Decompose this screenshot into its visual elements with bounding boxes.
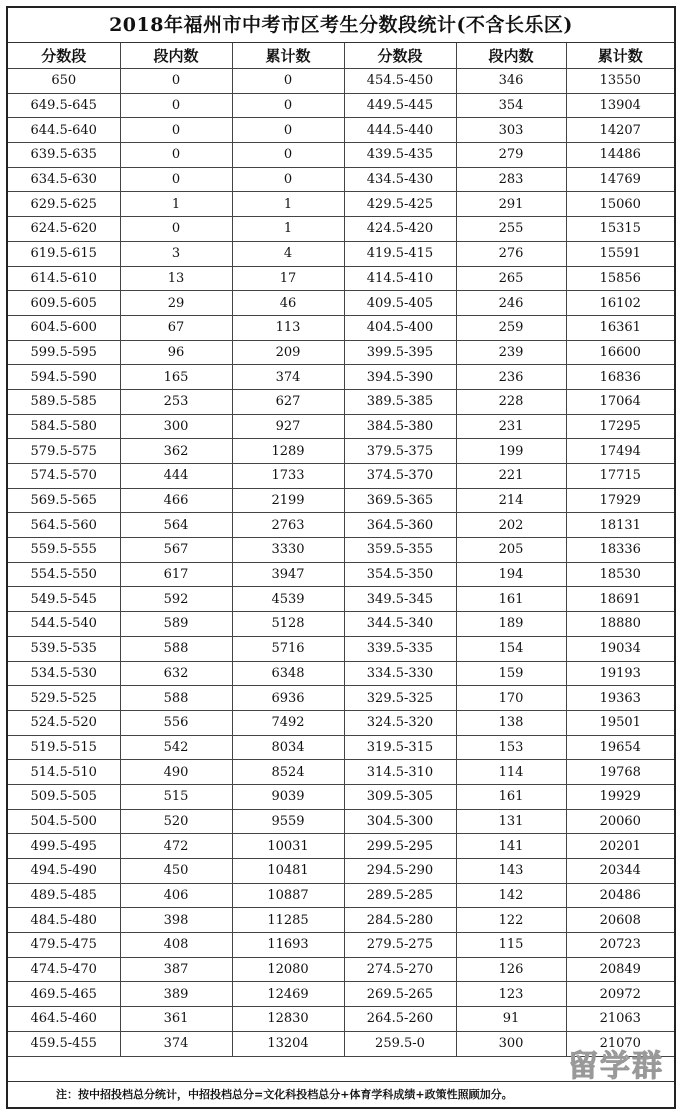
cell-cumulative-left: 7492 [232, 710, 344, 735]
cell-cumulative-left: 2199 [232, 488, 344, 513]
cell-count-left: 13 [120, 266, 232, 291]
cell-count-left: 515 [120, 784, 232, 809]
cell-score-range-left: 559.5-555 [8, 538, 120, 563]
cell-score-range-left: 544.5-540 [8, 612, 120, 637]
cell-score-range-right: 329.5-325 [344, 686, 456, 711]
cell-cumulative-right: 15856 [566, 266, 674, 291]
cell-count-left: 472 [120, 834, 232, 859]
cell-count-right: 265 [456, 266, 566, 291]
watermark-logo: 留学群 [568, 1049, 664, 1084]
cell-cumulative-right: 14769 [566, 167, 674, 192]
cell-count-left: 588 [120, 636, 232, 661]
cell-count-right: 91 [456, 1007, 566, 1032]
cell-count-left: 3 [120, 241, 232, 266]
cell-score-range-right: 314.5-310 [344, 760, 456, 785]
table-row [8, 315, 674, 340]
footnote: 注：按中招投档总分统计，中招投档总分=文化科投档总分+体育学科成绩+政策性照顾加分。 [8, 1081, 674, 1107]
table-row [8, 69, 674, 94]
cell-cumulative-right: 18880 [566, 612, 674, 637]
table-row [8, 735, 674, 760]
cell-count-left: 490 [120, 760, 232, 785]
cell-score-range-right: 414.5-410 [344, 266, 456, 291]
cell-score-range-right: 319.5-315 [344, 735, 456, 760]
cell-cumulative-right: 18336 [566, 538, 674, 563]
cell-cumulative-left: 6936 [232, 686, 344, 711]
cell-count-right: 259 [456, 315, 566, 340]
table-row [8, 612, 674, 637]
cell-cumulative-right: 20972 [566, 982, 674, 1007]
table-row [8, 587, 674, 612]
cell-count-left: 0 [120, 69, 232, 94]
table-row [8, 291, 674, 316]
cell-score-range-left: 650 [8, 69, 120, 94]
table-row [8, 464, 674, 489]
cell-count-left: 589 [120, 612, 232, 637]
cell-score-range-left: 574.5-570 [8, 464, 120, 489]
cell-count-right: 228 [456, 389, 566, 414]
cell-cumulative-right: 17064 [566, 389, 674, 414]
cell-score-range-right: 274.5-270 [344, 957, 456, 982]
cell-count-right: 214 [456, 488, 566, 513]
cell-count-right: 276 [456, 241, 566, 266]
cell-score-range-left: 504.5-500 [8, 809, 120, 834]
table-row [8, 982, 674, 1007]
cell-score-range-right: 359.5-355 [344, 538, 456, 563]
cell-count-left: 300 [120, 414, 232, 439]
table-row [8, 957, 674, 982]
table-row [8, 834, 674, 859]
cell-cumulative-right: 17929 [566, 488, 674, 513]
cell-count-left: 1 [120, 192, 232, 217]
cell-count-left: 632 [120, 661, 232, 686]
cell-score-range-right: 409.5-405 [344, 291, 456, 316]
cell-cumulative-left: 17 [232, 266, 344, 291]
cell-cumulative-left: 3947 [232, 562, 344, 587]
table-row [8, 1007, 674, 1032]
cell-cumulative-left: 627 [232, 389, 344, 414]
cell-count-right: 131 [456, 809, 566, 834]
cell-score-range-right: 324.5-320 [344, 710, 456, 735]
cell-count-left: 0 [120, 93, 232, 118]
header-cumulative-right: 累计数 [566, 43, 674, 69]
cell-cumulative-right: 15591 [566, 241, 674, 266]
cell-count-left: 406 [120, 883, 232, 908]
cell-score-range-left: 499.5-495 [8, 834, 120, 859]
cell-score-range-right: 349.5-345 [344, 587, 456, 612]
cell-cumulative-right: 20723 [566, 933, 674, 958]
cell-score-range-left: 594.5-590 [8, 365, 120, 390]
cell-cumulative-right: 16102 [566, 291, 674, 316]
cell-count-left: 542 [120, 735, 232, 760]
cell-score-range-left: 539.5-535 [8, 636, 120, 661]
header-score-range-left: 分数段 [8, 43, 120, 69]
cell-score-range-left: 519.5-515 [8, 735, 120, 760]
cell-count-right: 205 [456, 538, 566, 563]
cell-cumulative-left: 1289 [232, 439, 344, 464]
cell-count-left: 387 [120, 957, 232, 982]
cell-count-left: 466 [120, 488, 232, 513]
cell-cumulative-right: 13904 [566, 93, 674, 118]
cell-score-range-right: 379.5-375 [344, 439, 456, 464]
table-row [8, 562, 674, 587]
cell-count-left: 362 [120, 439, 232, 464]
cell-cumulative-left: 5716 [232, 636, 344, 661]
cell-count-right: 236 [456, 365, 566, 390]
cell-count-right: 161 [456, 587, 566, 612]
cell-count-left: 617 [120, 562, 232, 587]
cell-score-range-right: 294.5-290 [344, 859, 456, 884]
cell-cumulative-left: 8524 [232, 760, 344, 785]
cell-count-right: 346 [456, 69, 566, 94]
cell-count-left: 361 [120, 1007, 232, 1032]
cell-cumulative-right: 18691 [566, 587, 674, 612]
cell-score-range-left: 624.5-620 [8, 217, 120, 242]
cell-cumulative-left: 374 [232, 365, 344, 390]
header-score-range-right: 分数段 [344, 43, 456, 69]
cell-count-left: 374 [120, 1031, 232, 1056]
cell-score-range-left: 459.5-455 [8, 1031, 120, 1056]
cell-score-range-left: 579.5-575 [8, 439, 120, 464]
cell-count-right: 255 [456, 217, 566, 242]
cell-count-right: 138 [456, 710, 566, 735]
table-row [8, 538, 674, 563]
header-count-left: 段内数 [120, 43, 232, 69]
cell-cumulative-right: 13550 [566, 69, 674, 94]
cell-count-right: 170 [456, 686, 566, 711]
cell-cumulative-left: 2763 [232, 513, 344, 538]
cell-count-left: 0 [120, 167, 232, 192]
cell-count-left: 0 [120, 118, 232, 143]
cell-cumulative-left: 12469 [232, 982, 344, 1007]
cell-count-right: 122 [456, 908, 566, 933]
cell-cumulative-right: 20060 [566, 809, 674, 834]
cell-cumulative-left: 12830 [232, 1007, 344, 1032]
cell-count-right: 199 [456, 439, 566, 464]
cell-score-range-right: 439.5-435 [344, 143, 456, 168]
cell-count-right: 239 [456, 340, 566, 365]
score-distribution-table [8, 43, 674, 1057]
cell-score-range-left: 464.5-460 [8, 1007, 120, 1032]
cell-count-left: 564 [120, 513, 232, 538]
header-count-right: 段内数 [456, 43, 566, 69]
cell-cumulative-right: 16361 [566, 315, 674, 340]
cell-count-left: 398 [120, 908, 232, 933]
cell-count-left: 408 [120, 933, 232, 958]
table-row [8, 143, 674, 168]
cell-cumulative-left: 0 [232, 167, 344, 192]
cell-score-range-left: 639.5-635 [8, 143, 120, 168]
cell-score-range-right: 389.5-385 [344, 389, 456, 414]
cell-count-right: 154 [456, 636, 566, 661]
cell-score-range-left: 599.5-595 [8, 340, 120, 365]
table-row [8, 784, 674, 809]
table-row [8, 636, 674, 661]
table-row [8, 389, 674, 414]
table-row [8, 217, 674, 242]
cell-count-right: 123 [456, 982, 566, 1007]
cell-score-range-left: 614.5-610 [8, 266, 120, 291]
cell-cumulative-right: 17494 [566, 439, 674, 464]
cell-count-right: 159 [456, 661, 566, 686]
cell-score-range-right: 364.5-360 [344, 513, 456, 538]
cell-cumulative-left: 113 [232, 315, 344, 340]
cell-score-range-left: 649.5-645 [8, 93, 120, 118]
cell-score-range-right: 339.5-335 [344, 636, 456, 661]
cell-count-left: 520 [120, 809, 232, 834]
table-row [8, 241, 674, 266]
cell-score-range-left: 524.5-520 [8, 710, 120, 735]
cell-cumulative-left: 11285 [232, 908, 344, 933]
cell-score-range-right: 394.5-390 [344, 365, 456, 390]
cell-count-left: 0 [120, 143, 232, 168]
cell-cumulative-left: 12080 [232, 957, 344, 982]
cell-cumulative-left: 10031 [232, 834, 344, 859]
cell-score-range-left: 494.5-490 [8, 859, 120, 884]
cell-score-range-left: 589.5-585 [8, 389, 120, 414]
cell-count-left: 444 [120, 464, 232, 489]
cell-cumulative-left: 9039 [232, 784, 344, 809]
cell-count-right: 142 [456, 883, 566, 908]
cell-count-right: 354 [456, 93, 566, 118]
cell-cumulative-left: 4539 [232, 587, 344, 612]
cell-score-range-right: 304.5-300 [344, 809, 456, 834]
cell-cumulative-right: 15060 [566, 192, 674, 217]
cell-score-range-left: 484.5-480 [8, 908, 120, 933]
cell-count-right: 189 [456, 612, 566, 637]
cell-cumulative-left: 0 [232, 69, 344, 94]
cell-cumulative-right: 20849 [566, 957, 674, 982]
cell-cumulative-left: 46 [232, 291, 344, 316]
cell-score-range-right: 429.5-425 [344, 192, 456, 217]
table-row [8, 710, 674, 735]
cell-cumulative-right: 14486 [566, 143, 674, 168]
cell-count-left: 0 [120, 217, 232, 242]
cell-cumulative-left: 0 [232, 93, 344, 118]
cell-cumulative-right: 16600 [566, 340, 674, 365]
cell-count-left: 96 [120, 340, 232, 365]
table-title: 2018年福州市中考市区考生分数段统计(不含长乐区) [8, 8, 674, 43]
cell-count-right: 303 [456, 118, 566, 143]
cell-score-range-left: 474.5-470 [8, 957, 120, 982]
cell-score-range-left: 489.5-485 [8, 883, 120, 908]
cell-count-left: 29 [120, 291, 232, 316]
cell-score-range-right: 279.5-275 [344, 933, 456, 958]
cell-score-range-right: 399.5-395 [344, 340, 456, 365]
cell-cumulative-left: 8034 [232, 735, 344, 760]
table-row [8, 365, 674, 390]
cell-cumulative-left: 209 [232, 340, 344, 365]
cell-score-range-left: 644.5-640 [8, 118, 120, 143]
cell-cumulative-right: 18530 [566, 562, 674, 587]
cell-score-range-right: 434.5-430 [344, 167, 456, 192]
header-cumulative-left: 累计数 [232, 43, 344, 69]
cell-count-right: 161 [456, 784, 566, 809]
cell-count-right: 115 [456, 933, 566, 958]
cell-score-range-left: 629.5-625 [8, 192, 120, 217]
cell-score-range-left: 554.5-550 [8, 562, 120, 587]
cell-cumulative-left: 1733 [232, 464, 344, 489]
table-row [8, 414, 674, 439]
header-row [8, 43, 674, 69]
table-row [8, 167, 674, 192]
cell-count-right: 283 [456, 167, 566, 192]
cell-cumulative-left: 1 [232, 217, 344, 242]
table-row [8, 513, 674, 538]
table-row [8, 686, 674, 711]
cell-score-range-right: 309.5-305 [344, 784, 456, 809]
cell-score-range-right: 344.5-340 [344, 612, 456, 637]
cell-score-range-right: 404.5-400 [344, 315, 456, 340]
cell-cumulative-left: 5128 [232, 612, 344, 637]
cell-count-right: 126 [456, 957, 566, 982]
cell-score-range-left: 584.5-580 [8, 414, 120, 439]
cell-cumulative-right: 20608 [566, 908, 674, 933]
cell-score-range-right: 259.5-0 [344, 1031, 456, 1056]
cell-cumulative-right: 19034 [566, 636, 674, 661]
cell-cumulative-left: 9559 [232, 809, 344, 834]
cell-count-right: 141 [456, 834, 566, 859]
cell-score-range-right: 424.5-420 [344, 217, 456, 242]
table-row [8, 859, 674, 884]
cell-count-right: 231 [456, 414, 566, 439]
cell-score-range-right: 264.5-260 [344, 1007, 456, 1032]
cell-score-range-right: 299.5-295 [344, 834, 456, 859]
cell-count-right: 246 [456, 291, 566, 316]
cell-count-left: 588 [120, 686, 232, 711]
cell-count-right: 114 [456, 760, 566, 785]
cell-cumulative-right: 19193 [566, 661, 674, 686]
cell-score-range-right: 354.5-350 [344, 562, 456, 587]
cell-score-range-right: 444.5-440 [344, 118, 456, 143]
cell-cumulative-left: 6348 [232, 661, 344, 686]
table-row [8, 933, 674, 958]
table-row [8, 266, 674, 291]
cell-score-range-right: 289.5-285 [344, 883, 456, 908]
table-row [8, 340, 674, 365]
cell-score-range-right: 384.5-380 [344, 414, 456, 439]
cell-count-left: 556 [120, 710, 232, 735]
cell-cumulative-right: 21070 [566, 1031, 674, 1056]
cell-cumulative-right: 20486 [566, 883, 674, 908]
table-row [8, 908, 674, 933]
cell-cumulative-left: 4 [232, 241, 344, 266]
cell-score-range-right: 419.5-415 [344, 241, 456, 266]
table-row [8, 439, 674, 464]
table-row [8, 809, 674, 834]
cell-count-right: 202 [456, 513, 566, 538]
cell-cumulative-right: 17295 [566, 414, 674, 439]
cell-score-range-left: 479.5-475 [8, 933, 120, 958]
cell-score-range-left: 604.5-600 [8, 315, 120, 340]
cell-cumulative-right: 20201 [566, 834, 674, 859]
table-row [8, 118, 674, 143]
cell-cumulative-left: 3330 [232, 538, 344, 563]
cell-cumulative-left: 1 [232, 192, 344, 217]
cell-cumulative-left: 11693 [232, 933, 344, 958]
cell-cumulative-right: 14207 [566, 118, 674, 143]
cell-score-range-left: 619.5-615 [8, 241, 120, 266]
cell-cumulative-left: 0 [232, 143, 344, 168]
cell-count-left: 389 [120, 982, 232, 1007]
cell-cumulative-right: 15315 [566, 217, 674, 242]
cell-cumulative-left: 10481 [232, 859, 344, 884]
cell-count-right: 153 [456, 735, 566, 760]
cell-count-left: 165 [120, 365, 232, 390]
cell-score-range-right: 284.5-280 [344, 908, 456, 933]
cell-cumulative-left: 13204 [232, 1031, 344, 1056]
table-row [8, 883, 674, 908]
cell-score-range-right: 449.5-445 [344, 93, 456, 118]
cell-cumulative-right: 19929 [566, 784, 674, 809]
cell-score-range-left: 514.5-510 [8, 760, 120, 785]
cell-score-range-left: 509.5-505 [8, 784, 120, 809]
cell-cumulative-right: 21063 [566, 1007, 674, 1032]
cell-count-left: 592 [120, 587, 232, 612]
cell-cumulative-right: 18131 [566, 513, 674, 538]
cell-count-left: 67 [120, 315, 232, 340]
table-row [8, 661, 674, 686]
cell-score-range-left: 549.5-545 [8, 587, 120, 612]
cell-count-left: 253 [120, 389, 232, 414]
cell-count-right: 300 [456, 1031, 566, 1056]
cell-cumulative-right: 19501 [566, 710, 674, 735]
cell-cumulative-right: 17715 [566, 464, 674, 489]
cell-score-range-left: 634.5-630 [8, 167, 120, 192]
cell-score-range-right: 374.5-370 [344, 464, 456, 489]
cell-count-right: 194 [456, 562, 566, 587]
table-row [8, 760, 674, 785]
cell-cumulative-right: 19363 [566, 686, 674, 711]
cell-cumulative-left: 10887 [232, 883, 344, 908]
cell-count-right: 221 [456, 464, 566, 489]
cell-score-range-right: 369.5-365 [344, 488, 456, 513]
cell-cumulative-left: 0 [232, 118, 344, 143]
cell-score-range-left: 564.5-560 [8, 513, 120, 538]
cell-score-range-left: 534.5-530 [8, 661, 120, 686]
cell-cumulative-right: 19654 [566, 735, 674, 760]
table-row [8, 192, 674, 217]
cell-score-range-right: 269.5-265 [344, 982, 456, 1007]
cell-cumulative-right: 16836 [566, 365, 674, 390]
cell-cumulative-right: 19768 [566, 760, 674, 785]
table-row [8, 93, 674, 118]
table-row [8, 488, 674, 513]
cell-cumulative-left: 927 [232, 414, 344, 439]
cell-score-range-right: 334.5-330 [344, 661, 456, 686]
score-table-sheet [6, 6, 676, 1109]
cell-score-range-left: 569.5-565 [8, 488, 120, 513]
cell-count-right: 279 [456, 143, 566, 168]
cell-count-left: 450 [120, 859, 232, 884]
cell-score-range-right: 454.5-450 [344, 69, 456, 94]
cell-count-right: 143 [456, 859, 566, 884]
cell-score-range-left: 609.5-605 [8, 291, 120, 316]
cell-count-left: 567 [120, 538, 232, 563]
cell-score-range-left: 529.5-525 [8, 686, 120, 711]
cell-cumulative-right: 20344 [566, 859, 674, 884]
cell-count-right: 291 [456, 192, 566, 217]
cell-score-range-left: 469.5-465 [8, 982, 120, 1007]
